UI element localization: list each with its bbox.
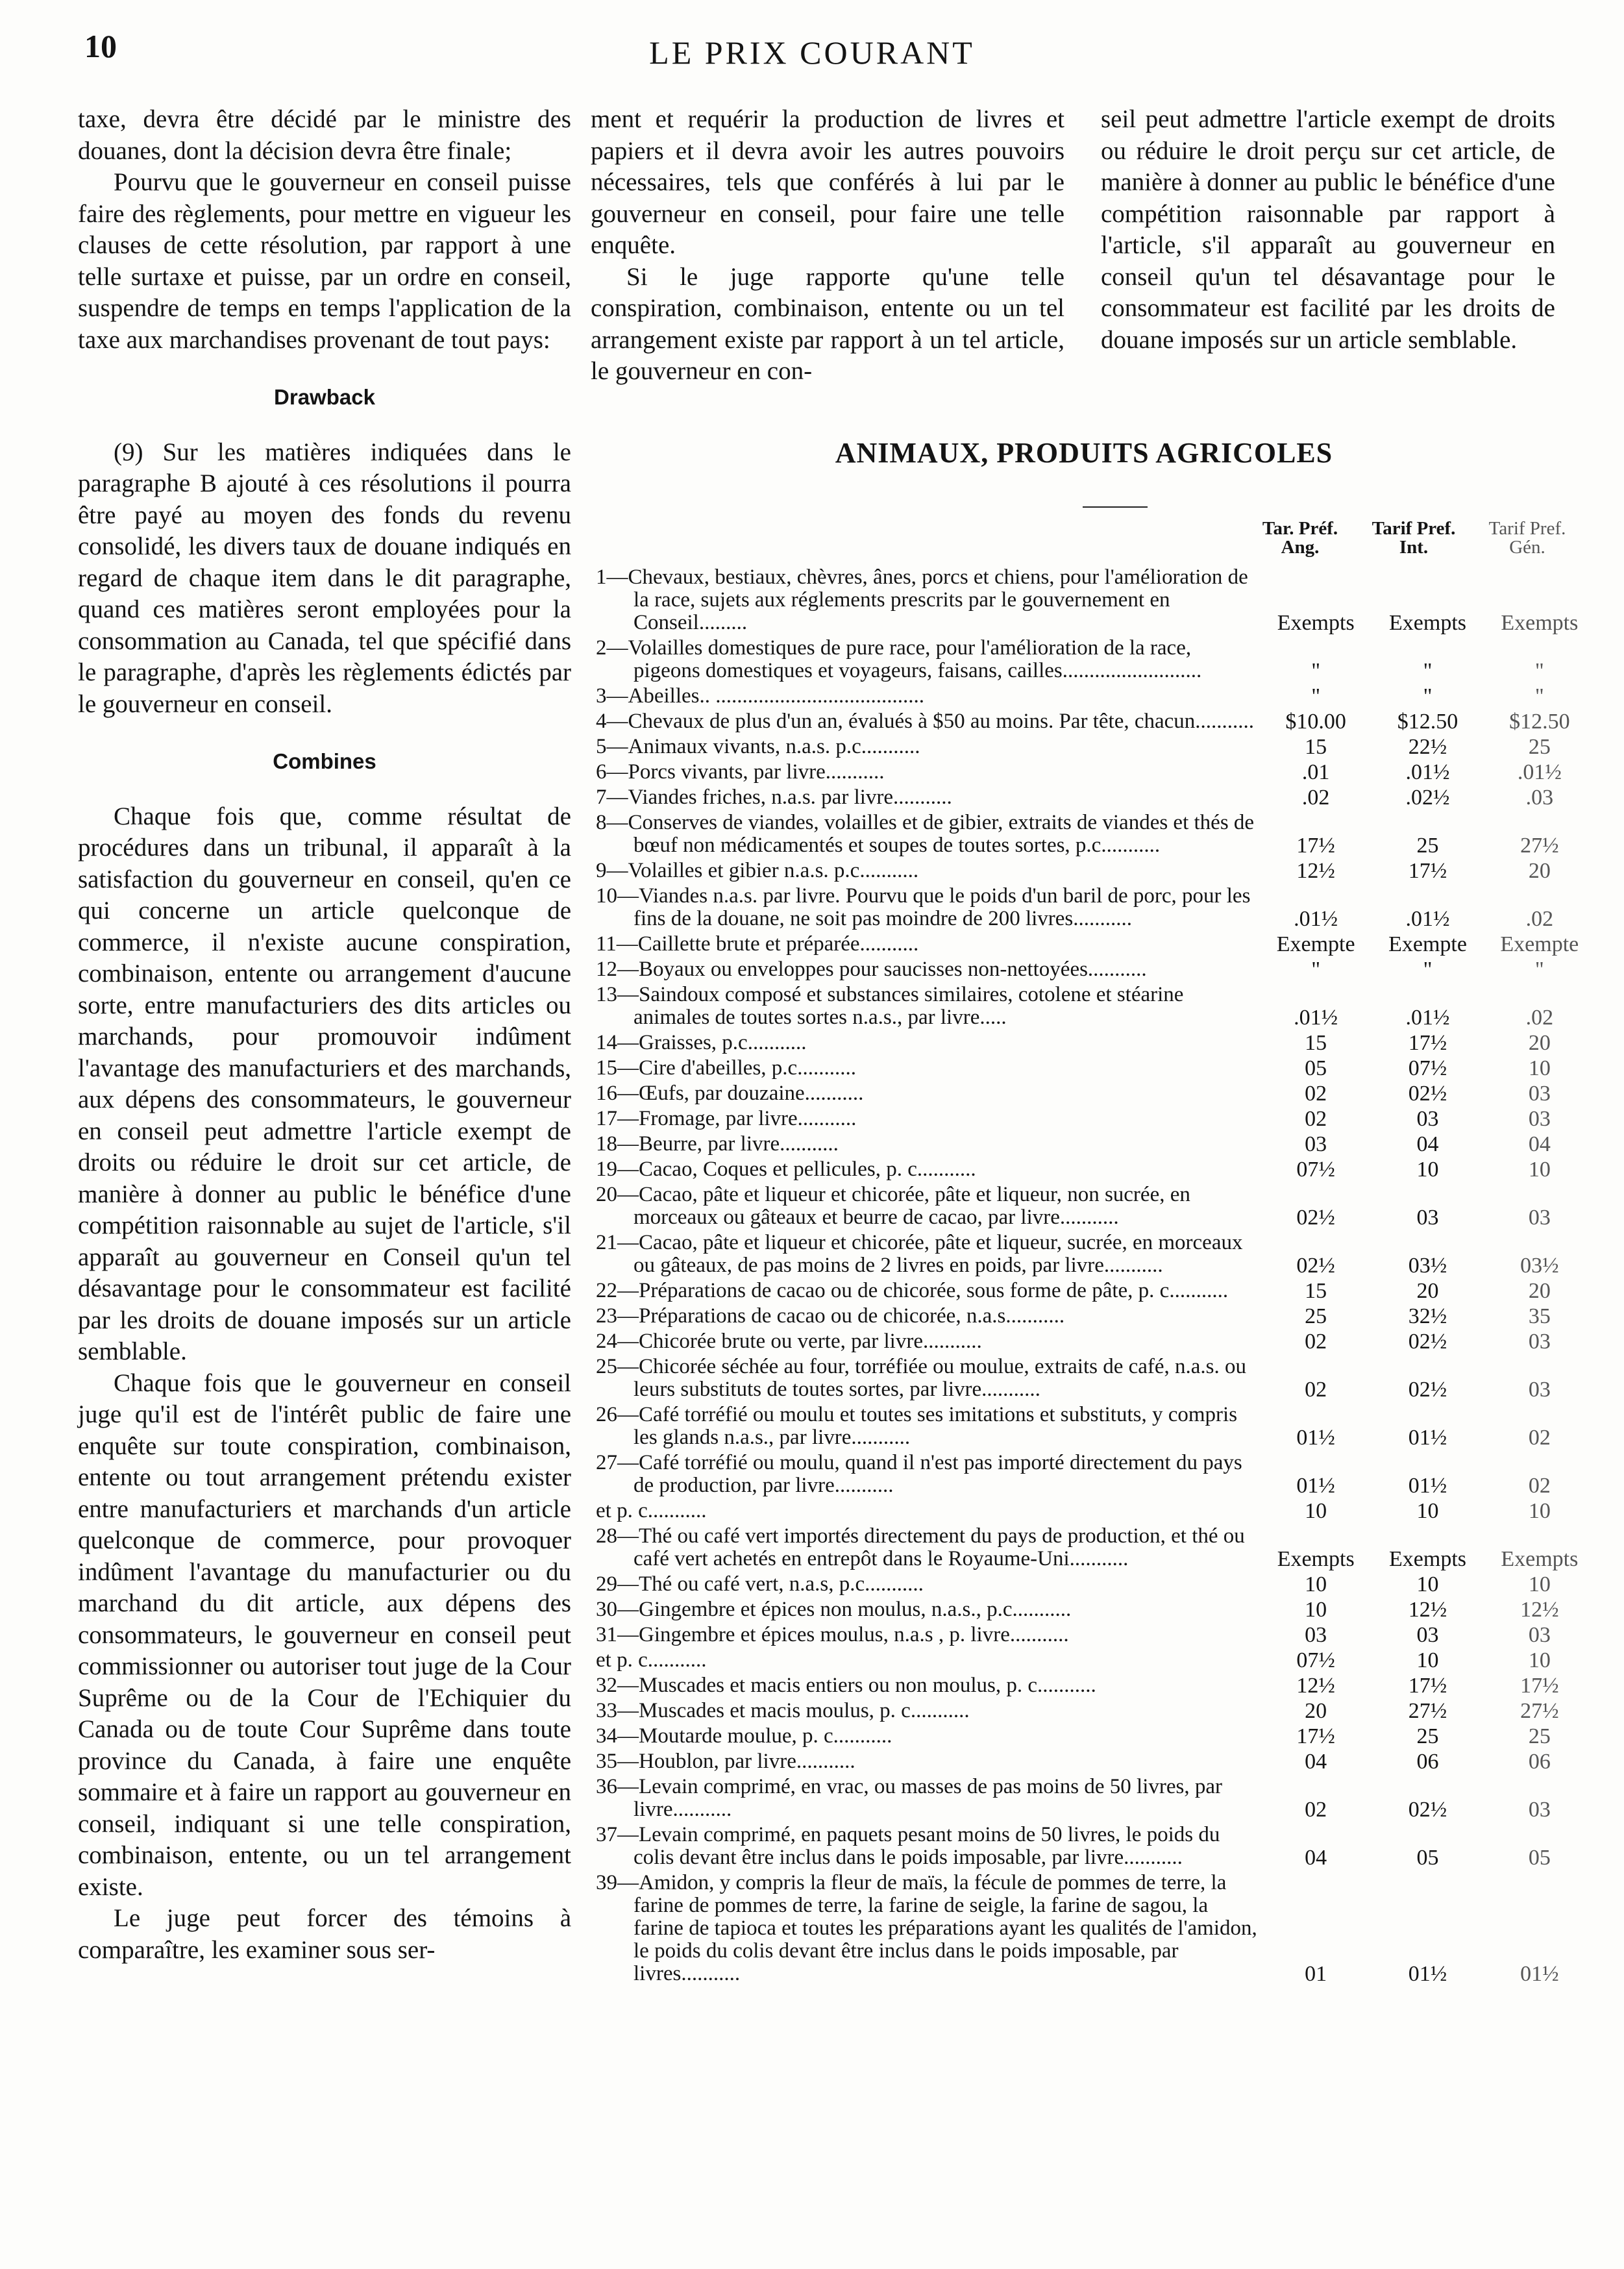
rate-value: 25 xyxy=(1528,735,1551,759)
table-row xyxy=(596,1598,1595,1621)
paragraph: ment et requérir la production de livres et papiers et il devra avoir les autres pouvoirs nécessaires, tels que conférés à lui par le gouverneur en conseil, pour faire une telle enquête. xyxy=(591,105,1064,259)
table-row xyxy=(596,1184,1595,1229)
item-description: 16—Œufs, par douzaine........... xyxy=(596,1082,864,1105)
rate-value: 02½ xyxy=(1296,1206,1335,1230)
item-description: 17—Fromage, par livre........... xyxy=(596,1107,857,1130)
paragraph: Le juge peut forcer des témoins à comparaître, les examiner sous ser- xyxy=(78,1904,571,1964)
column-header-line: Gén. xyxy=(1509,537,1545,558)
rate-value: 10 xyxy=(1416,1572,1439,1596)
table-row xyxy=(596,1525,1595,1570)
rate-value: 02 xyxy=(1528,1426,1551,1450)
rate-value: .01½ xyxy=(1294,907,1338,931)
table-row xyxy=(596,566,1595,634)
item-description: 2—Volailles domestiques de pure race, pour l'amélioration de la race, pigeons domestiques et voyageurs, faisans, cailles.......................... xyxy=(596,636,1202,682)
page-number: 10 xyxy=(84,28,117,64)
rate-value: 02 xyxy=(1305,1378,1327,1402)
rate-value: 04 xyxy=(1305,1750,1327,1774)
middle-column xyxy=(591,104,1064,388)
left-column xyxy=(78,104,571,1966)
rate-value: 04 xyxy=(1305,1846,1327,1870)
rate-value: Exempte xyxy=(1388,932,1467,956)
rate-value: 20 xyxy=(1528,859,1551,883)
column-header-ang xyxy=(1245,519,1355,557)
rate-value: 03 xyxy=(1416,1206,1439,1230)
rate-value: 27½ xyxy=(1408,1699,1447,1723)
item-description: 20—Cacao, pâte et liqueur et chicorée, pâte et liqueur, non sucrée, en morceaux ou gâteaux et beurre de cacao, par livre........... xyxy=(596,1183,1190,1229)
table-row xyxy=(596,1330,1595,1353)
rate-value: 10 xyxy=(1305,1598,1327,1622)
item-description: 1—Chevaux, bestiaux, chèvres, ânes, porcs et chiens, pour l'amélioration de la race, sujets aux réglements prescrits par le gouvernement en Conseil......... xyxy=(596,565,1248,634)
table-row xyxy=(596,1674,1595,1697)
rate-value: 03 xyxy=(1305,1623,1327,1647)
rate-value: Exempts xyxy=(1501,1547,1579,1571)
rate-value: 10 xyxy=(1416,1158,1439,1182)
rate-value: 02½ xyxy=(1408,1082,1447,1106)
rate-value: 03 xyxy=(1528,1107,1551,1131)
rate-value: " xyxy=(1423,684,1433,708)
tariff-rows xyxy=(596,566,1595,1985)
rate-value: 10 xyxy=(1528,1158,1551,1182)
item-description: 9—Volailles et gibier n.a.s. p.c........... xyxy=(596,859,919,882)
rate-value: " xyxy=(1423,958,1433,982)
rate-value: .01½ xyxy=(1405,907,1450,931)
rate-value: 27½ xyxy=(1520,834,1559,858)
item-description: 10—Viandes n.a.s. par livre. Pourvu que le poids d'un baril de porc, pour les fins de la douane, ne soit pas moindre de 200 livres........... xyxy=(596,884,1251,930)
rate-value: 02½ xyxy=(1408,1798,1447,1822)
table-row xyxy=(596,1133,1595,1156)
rate-value: 05 xyxy=(1416,1846,1439,1870)
rate-value: 06 xyxy=(1528,1750,1551,1774)
rate-value: .01½ xyxy=(1405,1006,1450,1030)
table-row xyxy=(596,1032,1595,1054)
rate-value: 03 xyxy=(1305,1132,1327,1156)
rate-value: 35 xyxy=(1528,1304,1551,1328)
column-header-line: Int. xyxy=(1399,537,1429,558)
table-row xyxy=(596,1082,1595,1105)
rate-value: $12.50 xyxy=(1397,710,1458,734)
item-description: 35—Houblon, par livre........... xyxy=(596,1750,855,1773)
column-header-gen xyxy=(1472,519,1582,557)
rate-value: 25 xyxy=(1416,1724,1439,1748)
item-description: 39—Amidon, y compris la fleur de maïs, la fécule de pommes de terre, la farine de pommes de terre, la farine de seigle, la farine de sagou, la farine de tapioca et toutes les préparations ayant les qualités de l'amidon, le poids du colis devant être inclus dans le poids imposable, par livres........... xyxy=(596,1871,1257,1985)
item-description: 29—Thé ou café vert, n.a.s, p.c........... xyxy=(596,1572,924,1596)
item-description: 11—Caillette brute et préparée........... xyxy=(596,932,919,956)
table-row xyxy=(596,1452,1595,1497)
item-description: 6—Porcs vivants, par livre........... xyxy=(596,760,885,784)
rate-value: .02½ xyxy=(1405,786,1450,810)
table-row xyxy=(596,1108,1595,1130)
paragraph: Chaque fois que le gouverneur en conseil juge qu'il est de l'intérêt public de faire une enquête sur toute conspiration, combinaison, entente ou tout arrangement prétendu exister entre manufacturiers et marchands d'un article quelconque de commerce, pour provoquer indûment l'avantage du manufacturier ou du marchand du dit article, aux dépens des consommateurs, le gouverneur en conseil peut commissionner ou autoriser tout juge de la Cour Suprême ou de la Cour de l'Echiquier du Canada ou de toute Cour Suprême dans toute province du Canada, à faire une enquête sommaire et à faire un rapport au gouverneur en conseil, indiquant si une telle conspiration, combinaison, entente, ou un tel arrangement existe. xyxy=(78,1369,571,1901)
rate-value: 01½ xyxy=(1296,1474,1335,1498)
title-rule xyxy=(1083,506,1148,508)
rate-value: 27½ xyxy=(1520,1699,1559,1723)
combines-paragraphs xyxy=(78,801,571,1966)
rate-value: 10 xyxy=(1416,1499,1439,1523)
rate-value: " xyxy=(1423,659,1433,683)
rate-value: 03 xyxy=(1528,1623,1551,1647)
column-header-int xyxy=(1359,519,1469,557)
item-description: 23—Préparations de cacao ou de chicorée, n.a.s........... xyxy=(596,1304,1065,1328)
table-row xyxy=(596,885,1595,930)
rate-value: 12½ xyxy=(1296,1674,1335,1698)
rate-value: 15 xyxy=(1305,735,1327,759)
table-row xyxy=(596,1158,1595,1181)
rate-value: 17½ xyxy=(1408,1031,1447,1055)
rate-value: 03 xyxy=(1528,1206,1551,1230)
rate-value: 10 xyxy=(1528,1056,1551,1080)
column-header-line: Tar. Préf. xyxy=(1262,518,1338,539)
rate-value: 15 xyxy=(1305,1031,1327,1055)
table-row xyxy=(596,1232,1595,1277)
table-row xyxy=(596,860,1595,882)
rate-value: " xyxy=(1311,659,1321,683)
rate-value: Exempts xyxy=(1389,611,1466,635)
rate-value: 10 xyxy=(1416,1648,1439,1672)
table-row xyxy=(596,1776,1595,1821)
rate-value: " xyxy=(1534,659,1544,683)
item-description: 36—Levain comprimé, en vrac, ou masses de pas moins de 50 livres, par livre........... xyxy=(596,1775,1222,1821)
rate-value: 25 xyxy=(1416,834,1439,858)
rate-value: " xyxy=(1311,684,1321,708)
table-row xyxy=(596,637,1595,682)
paragraph: seil peut admettre l'article exempt de droits ou réduire le droit perçu sur cet article, de manière à donner au public le bénéfice d'une compétition raisonnable par rapport à l'article, s'il apparaît au gouverneur en conseil qu'un tel désavantage pour le consommateur est facilité par les droits de douane imposés sur un article semblable. xyxy=(1101,105,1555,354)
rate-value: 04 xyxy=(1528,1132,1551,1156)
table-row xyxy=(596,1500,1595,1522)
table-row xyxy=(596,1573,1595,1596)
rate-value: Exempts xyxy=(1277,611,1355,635)
rate-value: .01½ xyxy=(1405,760,1450,784)
rate-value: .02 xyxy=(1525,1006,1554,1030)
table-row xyxy=(596,933,1595,956)
table-row xyxy=(596,1824,1595,1869)
rate-value: 01½ xyxy=(1408,1426,1447,1450)
table-row xyxy=(596,812,1595,857)
rate-value: 02½ xyxy=(1408,1330,1447,1354)
table-row xyxy=(596,1649,1595,1672)
column-header-line: Ang. xyxy=(1281,537,1320,558)
rate-value: 10 xyxy=(1305,1499,1327,1523)
item-description: 37—Levain comprimé, en paquets pesant moins de 50 livres, le poids du colis devant être inclus dans le poids imposable, par livre........... xyxy=(596,1823,1220,1869)
item-description: 30—Gingembre et épices non moulus, n.a.s., p.c........... xyxy=(596,1598,1072,1621)
rate-value: 20 xyxy=(1528,1279,1551,1303)
rate-value: Exempts xyxy=(1389,1547,1466,1571)
rate-value: 17½ xyxy=(1296,1724,1335,1748)
table-row xyxy=(596,958,1595,981)
rate-value: 10 xyxy=(1528,1648,1551,1672)
right-column xyxy=(1101,104,1555,356)
rate-value: 01½ xyxy=(1296,1426,1335,1450)
rate-value: 12½ xyxy=(1520,1598,1559,1622)
left-top-paragraphs xyxy=(78,104,571,356)
rate-value: 07½ xyxy=(1296,1158,1335,1182)
paragraph: (9) Sur les matières indiquées dans le paragraphe B ajouté à ces résolutions il pourra être payé au moyen des fonds du revenu consolidé, les divers taux de douane indiqués en regard de chaque item dans le dit paragraphe, quand ces matières seront employées pour la consommation au Canada, tel que spécifié dans le paragraphe, d'après les règlements édictés par le gouverneur en conseil. xyxy=(78,438,571,718)
rate-value: 02 xyxy=(1528,1474,1551,1498)
column-header-line: Tarif Pref. xyxy=(1372,518,1456,539)
rate-value: .01½ xyxy=(1517,760,1562,784)
drawback-paragraphs xyxy=(78,437,571,721)
table-row xyxy=(596,761,1595,784)
rate-value: 06 xyxy=(1416,1750,1439,1774)
rate-value: 25 xyxy=(1305,1304,1327,1328)
rate-value: " xyxy=(1534,958,1544,982)
item-description: 26—Café torréfié ou moulu et toutes ses imitations et substituts, y compris les glands n.a.s., par livre........... xyxy=(596,1403,1238,1449)
rate-value: 12½ xyxy=(1296,859,1335,883)
table-row xyxy=(596,1057,1595,1080)
rate-value: $10.00 xyxy=(1285,710,1346,734)
combines-heading: Combines xyxy=(273,749,376,773)
rate-value: 15 xyxy=(1305,1279,1327,1303)
rate-value: 03 xyxy=(1416,1107,1439,1131)
item-description: 28—Thé ou café vert importés directement du pays de production, et thé ou café vert achetés en entrepôt dans le Royaume-Uni........... xyxy=(596,1524,1245,1570)
item-description: 7—Viandes friches, n.a.s. par livre........... xyxy=(596,786,952,809)
table-row xyxy=(596,1750,1595,1773)
table-row xyxy=(596,1725,1595,1748)
rate-value: 10 xyxy=(1528,1499,1551,1523)
item-description: 12—Boyaux ou enveloppes pour saucisses non-nettoyées........... xyxy=(596,958,1147,981)
rate-value: " xyxy=(1534,684,1544,708)
item-description: 4—Chevaux de plus d'un an, évalués à $50 au moins. Par tête, chacun........... xyxy=(596,710,1255,733)
item-description: 34—Moutarde moulue, p. c........... xyxy=(596,1724,892,1748)
item-description: 19—Cacao, Coques et pellicules, p. c........... xyxy=(596,1158,976,1181)
tariff-section-title: ANIMAUX, PRODUITS AGRICOLES xyxy=(835,437,1333,469)
item-description: 27—Café torréfié ou moulu, quand il n'est pas importé directement du pays de production, par livre........... xyxy=(596,1451,1242,1497)
rate-value: 17½ xyxy=(1520,1674,1559,1698)
rate-value: 07½ xyxy=(1408,1056,1447,1080)
rate-value: 03 xyxy=(1416,1623,1439,1647)
middle-paragraphs xyxy=(591,104,1064,388)
table-row xyxy=(596,786,1595,809)
item-description: et p. c........... xyxy=(596,1648,707,1672)
item-description: 24—Chicorée brute ou verte, par livre........... xyxy=(596,1330,982,1353)
table-row xyxy=(596,710,1595,733)
rate-value: .01 xyxy=(1301,760,1330,784)
rate-value: Exempte xyxy=(1276,932,1355,956)
rate-value: 02 xyxy=(1305,1798,1327,1822)
item-description: 18—Beurre, par livre........... xyxy=(596,1132,839,1156)
rate-value: 32½ xyxy=(1408,1304,1447,1328)
item-description: 14—Graisses, p.c........... xyxy=(596,1031,807,1054)
rate-value: .01½ xyxy=(1294,1006,1338,1030)
right-paragraphs xyxy=(1101,104,1555,356)
column-header-line: Tarif Pref. xyxy=(1488,518,1566,539)
rate-value: 12½ xyxy=(1408,1598,1447,1622)
rate-value: 17½ xyxy=(1296,834,1335,858)
rate-value: 17½ xyxy=(1408,859,1447,883)
rate-value: 22½ xyxy=(1408,735,1447,759)
item-description: 5—Animaux vivants, n.a.s. p.c........... xyxy=(596,735,920,758)
item-description: 13—Saindoux composé et substances similaires, cotolene et stéarine animales de toutes sortes n.a.s., par livre..... xyxy=(596,983,1184,1029)
rate-value: .02 xyxy=(1301,786,1330,810)
rate-value: 10 xyxy=(1528,1572,1551,1596)
item-description: 31—Gingembre et épices moulus, n.a.s , p. livre........... xyxy=(596,1623,1069,1646)
rate-value: 01½ xyxy=(1520,1962,1559,1986)
rate-value: 04 xyxy=(1416,1132,1439,1156)
rate-value: 03½ xyxy=(1408,1254,1447,1278)
item-description: 25—Chicorée séchée au four, torréfiée ou moulue, extraits de café, n.a.s. ou leurs substituts de toutes sortes, par livre........... xyxy=(596,1355,1247,1401)
item-description: 33—Muscades et macis moulus, p. c........... xyxy=(596,1699,970,1722)
rate-value: " xyxy=(1311,958,1321,982)
rate-value: 01 xyxy=(1305,1962,1327,1986)
item-description: 8—Conserves de viandes, volailles et de gibier, extraits de viandes et thés de bœuf non médicamentés et soupes de toutes sortes, p.c........... xyxy=(596,811,1255,857)
rate-value: 03 xyxy=(1528,1798,1551,1822)
rate-value: Exempts xyxy=(1277,1547,1355,1571)
rate-value: 02 xyxy=(1305,1330,1327,1354)
rate-value: 02½ xyxy=(1296,1254,1335,1278)
rate-value: 05 xyxy=(1528,1846,1551,1870)
rate-value: 02½ xyxy=(1408,1378,1447,1402)
rate-value: $12.50 xyxy=(1509,710,1570,734)
table-row xyxy=(596,685,1595,708)
rate-value: .02 xyxy=(1525,907,1554,931)
table-row xyxy=(596,736,1595,758)
rate-value: Exempte xyxy=(1500,932,1579,956)
table-row xyxy=(596,1305,1595,1328)
rate-value: 03½ xyxy=(1520,1254,1559,1278)
rate-value: 10 xyxy=(1305,1572,1327,1596)
drawback-heading: Drawback xyxy=(274,385,375,409)
running-title: LE PRIX COURANT xyxy=(649,34,975,71)
rate-value: 20 xyxy=(1416,1279,1439,1303)
rate-value: 20 xyxy=(1305,1699,1327,1723)
table-row xyxy=(596,1356,1595,1401)
rate-value: 17½ xyxy=(1408,1674,1447,1698)
paragraph: Chaque fois que, comme résultat de procédures dans un tribunal, il apparaît à la satisfaction du gouverneur en conseil, qu'en ce qui concerne un article quelconque de commerce, il n'existe aucune conspiration, combinaison, entente ou arrangement d'aucune sorte, entre manufacturiers des dits articles ou marchands, pour promouvoir indûment l'avantage des manufacturiers et des marchands, aux dépens des consommateurs, le gouverneur en conseil peut admettre l'article exempt de droits ou réduire le droit sur cet article, de manière à donner au public le bénéfice d'une compétition raisonnable au sujet de l'article, s'il apparaît au gouverneur en Conseil qu'un tel désavantage pour le consommateur est facilité par les droits de douane imposés sur un article semblable. xyxy=(78,802,571,1365)
table-row xyxy=(596,1700,1595,1722)
table-row xyxy=(596,1404,1595,1449)
item-description: 3—Abeilles.. ....................................... xyxy=(596,684,924,708)
table-row xyxy=(596,1280,1595,1302)
rate-value: 05 xyxy=(1305,1056,1327,1080)
item-description: 32—Muscades et macis entiers ou non moulus, p. c........... xyxy=(596,1674,1096,1697)
table-row xyxy=(596,1872,1595,1985)
rate-value: 01½ xyxy=(1408,1474,1447,1498)
rate-value: 20 xyxy=(1528,1031,1551,1055)
table-row xyxy=(596,984,1595,1029)
rate-value: 02 xyxy=(1305,1082,1327,1106)
item-description: 21—Cacao, pâte et liqueur et chicorée, pâte et liqueur, sucrée, en morceaux ou gâteaux, de pas moins de 2 livres en poids, par livre........... xyxy=(596,1231,1243,1277)
rate-value: 02 xyxy=(1305,1107,1327,1131)
item-description: 22—Préparations de cacao ou de chicorée, sous forme de pâte, p. c........... xyxy=(596,1279,1229,1302)
rate-value: 03 xyxy=(1528,1330,1551,1354)
rate-value: .03 xyxy=(1525,786,1554,810)
table-row xyxy=(596,1624,1595,1646)
rate-value: Exempts xyxy=(1501,611,1579,635)
item-description: et p. c........... xyxy=(596,1499,707,1522)
item-description: 15—Cire d'abeilles, p.c........... xyxy=(596,1056,856,1080)
rate-value: 03 xyxy=(1528,1082,1551,1106)
rate-value: 01½ xyxy=(1408,1962,1447,1986)
rate-value: 03 xyxy=(1528,1378,1551,1402)
rate-value: 25 xyxy=(1528,1724,1551,1748)
paragraph: Pourvu que le gouverneur en conseil puisse faire des règlements, pour mettre en vigueur les clauses de cette résolution, par rapport à une telle surtaxe et puisse, par un ordre en conseil, suspendre de temps en temps l'application de la taxe aux marchandises provenant de tout pays: xyxy=(78,168,571,354)
rate-value: 07½ xyxy=(1296,1648,1335,1672)
paragraph: taxe, devra être décidé par le ministre des douanes, dont la décision devra être finale; xyxy=(78,105,571,165)
paragraph: Si le juge rapporte qu'une telle conspiration, combinaison, entente ou un tel arrangement existe par rapport à un tel article, le gouverneur en con- xyxy=(591,262,1064,385)
